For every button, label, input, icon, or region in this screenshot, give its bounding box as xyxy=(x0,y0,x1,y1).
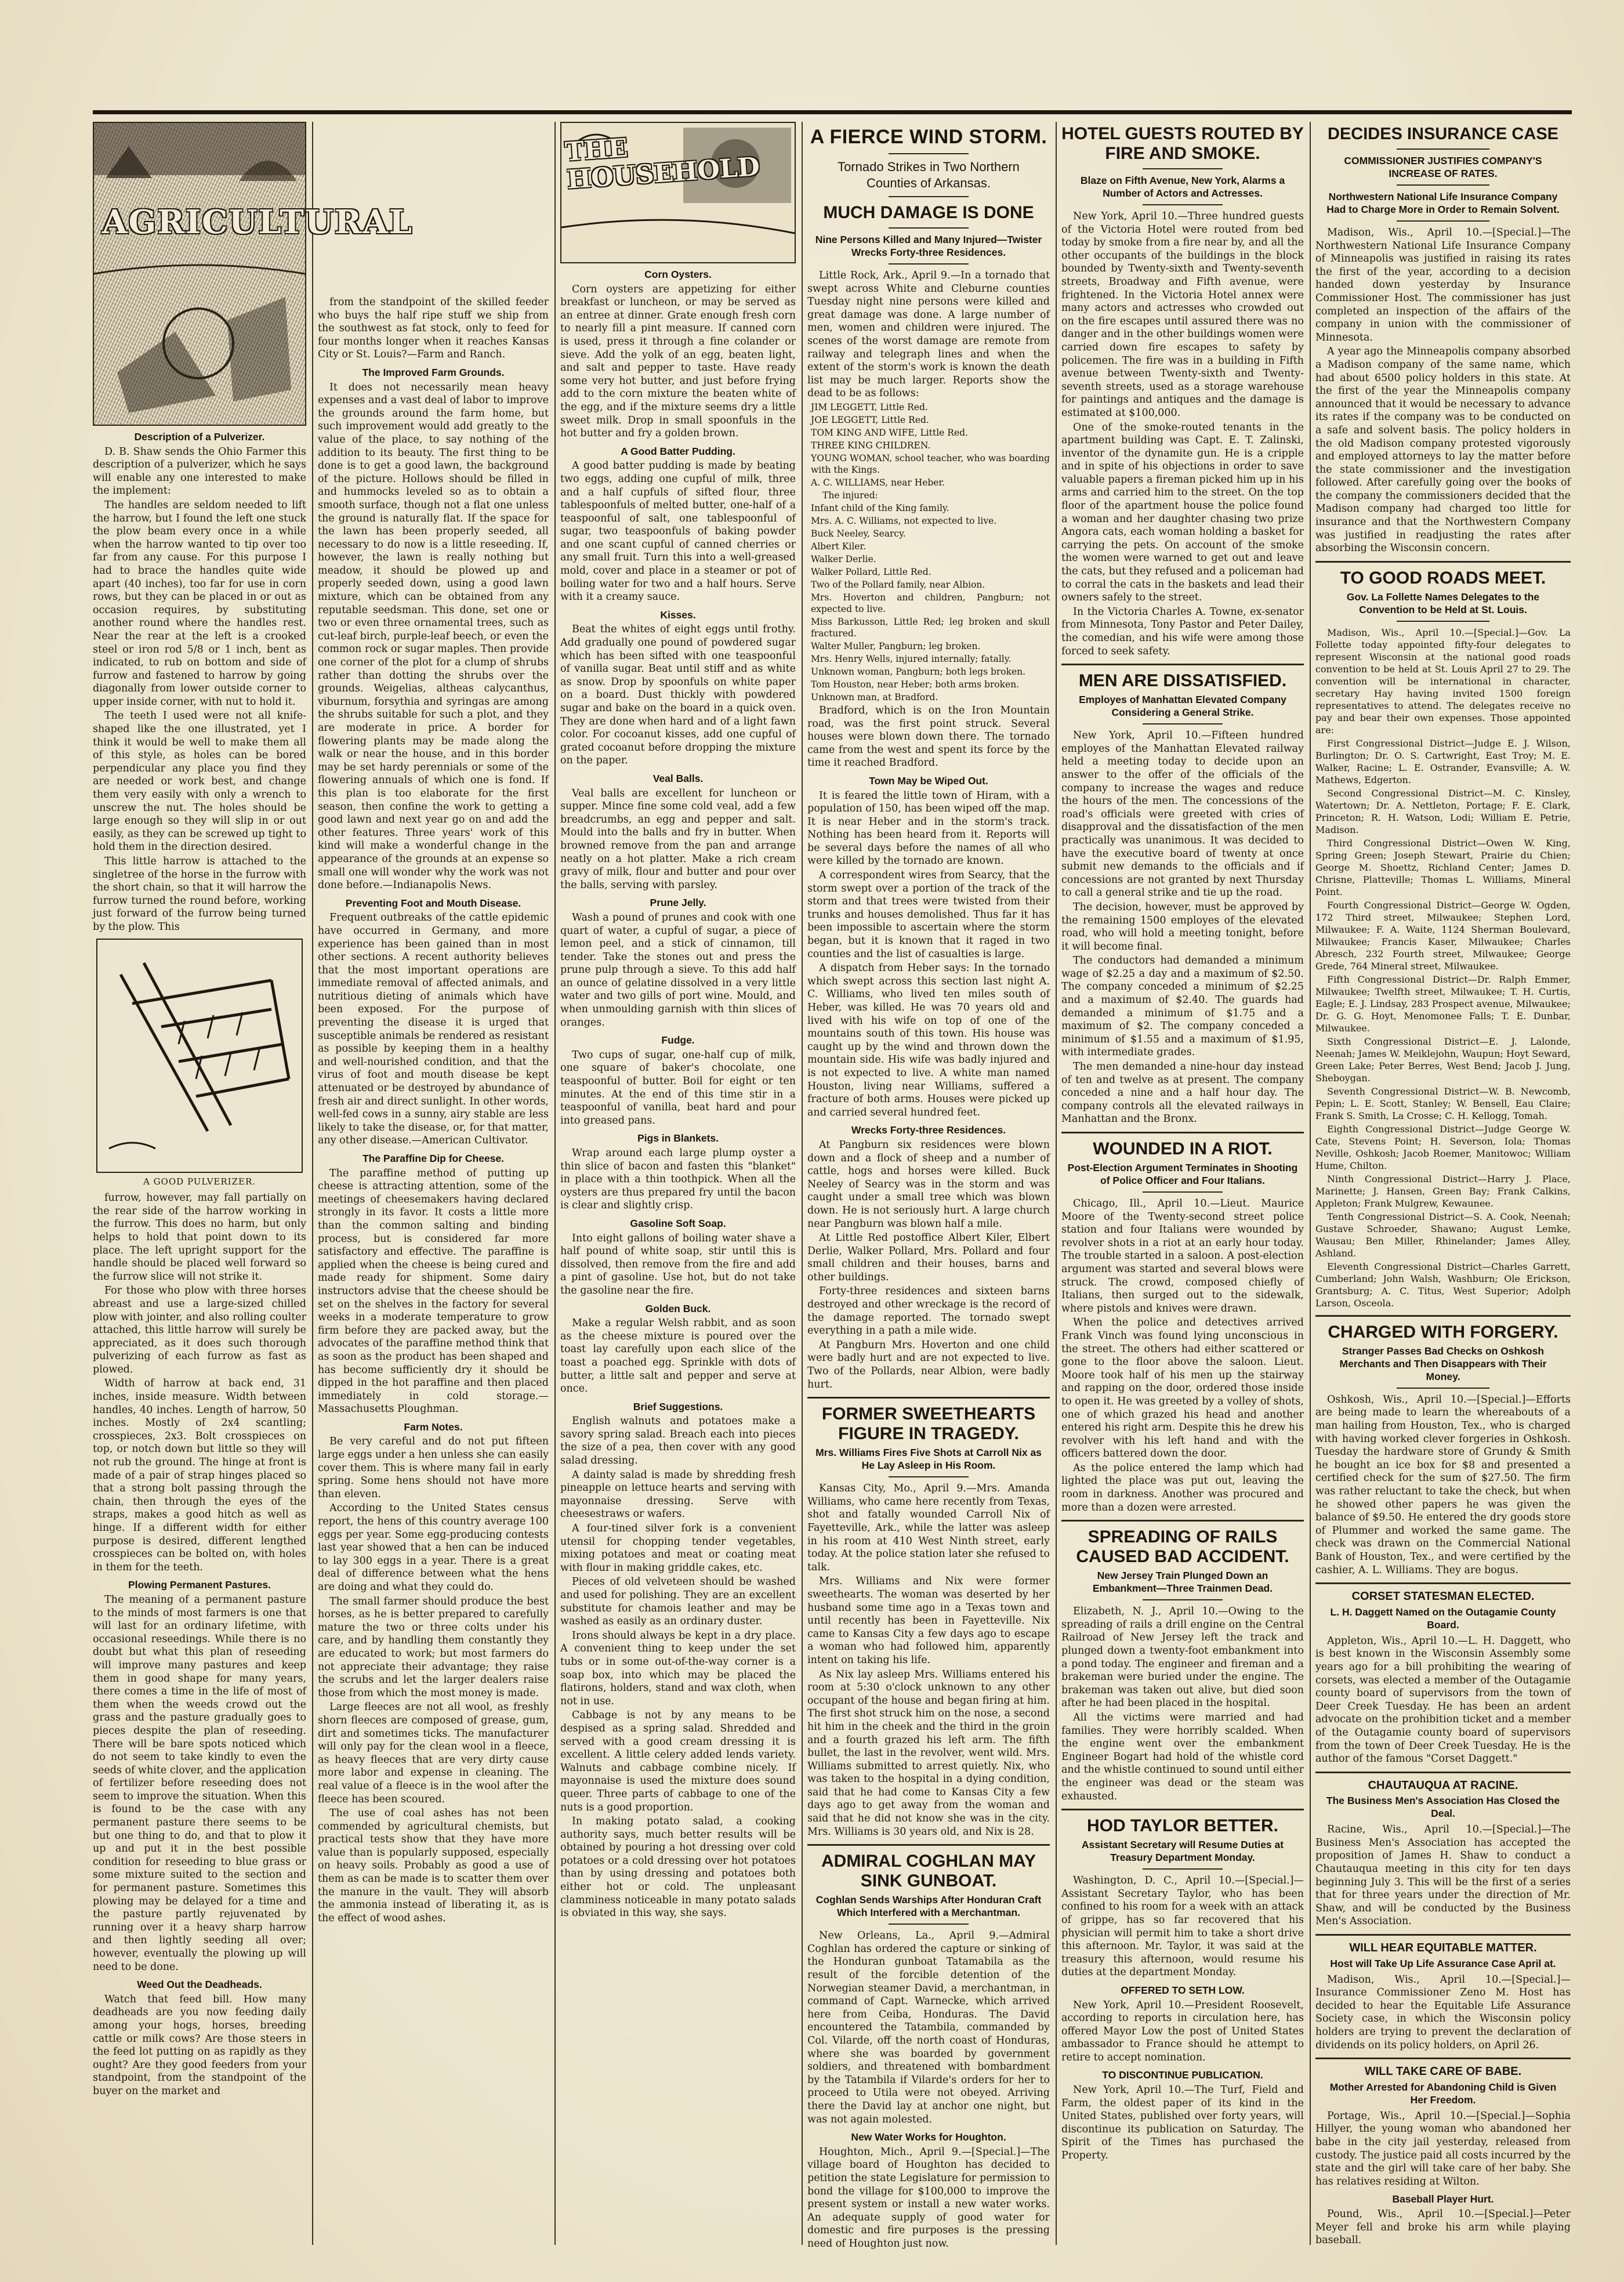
section-title: OFFERED TO SETH LOW. xyxy=(1121,1984,1245,1996)
paragraph: Pound, Wis., April 10.—[Special.]—Peter Meyer fell and broke his arm while playing baseball. xyxy=(1315,2208,1571,2247)
paragraph: Large fleeces are not all wool, as freshly shorn fleeces are composed of grease, gum, dirt and sometimes ticks. The manufacturer will only pay for the clean wool in a fleece, as heavy fleeces that are very dirty cause more labor and expense in cleaning. The real value of a fleece is in the wool after the fleece has been scoured. xyxy=(318,1701,549,1805)
list-item: YOUNG WOMAN, school teacher, who was boarding with the Kings. xyxy=(811,452,1050,475)
paragraph: A four-tined silver fork is a convenient utensil for chopping tender vegetables, mixing potatoes and meat or coating meat with flour in making griddle cakes, etc. xyxy=(560,1523,796,1574)
paragraph: A good batter pudding is made by beating two eggs, adding one cupful of milk, three and a half cupfuls of sifted flour, three tablespoonfuls of melted butter, one-half of a teaspoonful of salt, one tablespoonful of sugar, two teaspoonfuls of baking powder and one scant cupful of canned cherries or any small fruit. Turn this into a well-greased mold, cover and place in a steamer or pot of boiling water for two and a half hours. Serve with it a creamy sauce. xyxy=(560,460,796,603)
deck: The Business Men's Association Has Closed the Deal. xyxy=(1326,1795,1560,1820)
divider xyxy=(1143,204,1223,205)
deck: Northwestern National Life Insurance Company Had to Charge More in Order to Remain Solvent. xyxy=(1326,191,1560,215)
paragraph: Ninth Congressional District—Harry J. Place, Marinette; J. Hansen, Green Bay; Frank Calkins, Appleton; Frank Mulgrew, Kewaunee. xyxy=(1315,1173,1571,1209)
recipe-title: Pigs in Blankets. xyxy=(637,1132,719,1144)
recipe-title: Kisses. xyxy=(660,608,696,621)
paragraph: Madison, Wis., April 10.—[Special.]—Gov. La Follette today appointed fifty-four delegates to represent Wisconsin at the national good roads convention to be held at St. Louis April 27 to 29. The convention will be international in character, secretary Hay having invited 1500 foreign representatives to attend. The delegates receive no pay and bear their own expenses. Those appointed are: xyxy=(1315,626,1571,736)
section-title: Description of a Pulverizer. xyxy=(134,431,265,443)
pulverizer-illustration xyxy=(96,939,303,1173)
divider xyxy=(1315,561,1571,563)
section-title: Town May be Wiped Out. xyxy=(869,774,988,787)
column-household xyxy=(560,122,796,2251)
paragraph: Kansas City, Mo., April 9.—Mrs. Amanda Williams, who came here recently from Texas, shot and fatally wounded Carroll Nix of Fayetteville, Ark., while the latter was asleep in his room at 410 West Ninth street, early today. At the police station later she refused to talk. xyxy=(807,1483,1050,1573)
paragraph: Elizabeth, N. J., April 10.—Owing to the spreading of rails a drill engine on the Central Railroad of New Jersey left the track and plunged down a twenty-foot embankment into a pond today. The engineer and fireman and a brakeman were buried under the engine. The brakeman was taken out alive, but died soon after he had been placed in the hospital. xyxy=(1061,1606,1304,1709)
section-title: Plowing Permanent Pastures. xyxy=(128,1579,271,1591)
divider xyxy=(1061,664,1304,665)
paragraph: Houghton, Mich., April 9.—[Special.]—The village board of Houghton has decided to petition the state Legislature for permission to bond the village for $100,000 to improve the present system or install a new water works. An adequate supply of good water for domestic and fire purposes is the pressing need of Houghton just now. xyxy=(807,2146,1050,2250)
paragraph: from the standpoint of the skilled feeder who buys the half ripe stuff we ship from the southwest as fat stock, only to feed for four months longer when it reaches Kansas City or St. Louis?—Farm and Ranch. xyxy=(318,296,549,361)
paragraph: In the Victoria Charles A. Towne, ex-senator from Minnesota, Tony Pastor and Peter Dailey, the comedian, and his wife were among those forced to seek safety. xyxy=(1061,606,1304,657)
paragraph: Portage, Wis., April 10.—[Special.]—Sophia Hillyer, the young woman who abandoned her babe in the city jail yesterday, released from custody. The justice paid all costs incurred by the state and the girl will take care of her baby. She has relatives residing at Wilton. xyxy=(1315,2110,1571,2187)
paragraph: Pieces of old velveteen should be washed and used for polishing. They are an excellent substitute for chamois leather and may be washed as easily as an ordinary duster. xyxy=(560,1576,796,1628)
headline: CHAUTAUQUA AT RACINE. xyxy=(1368,1778,1518,1792)
paragraph: Washington, D. C., April 10.—[Special.]—Assistant Secretary Taylor, who has been confined to his room for a week with an attack of grippe, has so far recovered that his physician will permit him to take a short drive this afternoon. Mr. Taylor, it was said at the treasury this afternoon, would resume his duties at the department Monday. xyxy=(1061,1875,1304,1979)
divider xyxy=(889,153,969,154)
paragraph: Racine, Wis., April 10.—[Special.]—The Business Men's Association has accepted the proposition of James H. Shaw to conduct a Chautauqua meeting in this city for ten days beginning July 3. This will be the first of a series that for three years under the direction of Mr. Shaw, and will be conducted by the Business Men's Association. xyxy=(1315,1824,1571,1928)
list-item: JIM LEGGETT, Little Red. xyxy=(811,401,928,412)
headline: FORMER SWEETHEARTS FIGURE IN TRAGEDY. xyxy=(821,1404,1036,1444)
column-agricultural-continued xyxy=(318,122,549,2251)
paragraph: New York, April 10.—Three hundred guests of the Victoria Hotel were routed from bed today by smoke from a fire near by, and all the other occupants of the buildings in the block bounded by Twenty-sixth and Twenty-seventh streets, Broadway and Fifth avenue, were frightened. In the Victoria Hotel annex were many actors and actresses who crowded out on the fire escapes until assured there was no danger and in the other buildings women were carried down fire escapes to safety by policemen. The fire was in a building in Fifth avenue between Twenty-sixth and Twenty-seventh streets, used as a storage warehouse for paintings and antiques and the damage is estimated at $100,000. xyxy=(1061,211,1304,419)
recipe-title: Golden Buck. xyxy=(645,1302,711,1314)
list-label: The injured: xyxy=(822,490,878,501)
list-item: JOE LEGGETT, Little Red. xyxy=(811,414,929,425)
divider xyxy=(1315,1315,1571,1317)
agricultural-title: AGRICULTURAL xyxy=(102,203,414,241)
list-item: Unknown woman, Pangburn; both legs broken. xyxy=(811,666,1026,677)
headline: SPREADING OF RAILS CAUSED BAD ACCIDENT. xyxy=(1076,1527,1289,1567)
deck: Mother Arrested for Abandoning Child is Given Her Freedom. xyxy=(1329,2081,1557,2106)
list-item: Mrs. A. C. Williams, not expected to live. xyxy=(811,515,997,526)
headline: HOTEL GUESTS ROUTED BY FIRE AND SMOKE. xyxy=(1061,124,1304,163)
paragraph: Veal balls are excellent for luncheon or supper. Mince fine some cold veal, add a few breadcrumbs, an egg and pepper and salt. Mould into the balls and fry in butter. When browned remove from the pan and arrange neatly on a hot platter. Make a rich cream gravy of milk, flour and butter and pour over the balls, serving with parsley. xyxy=(560,787,796,891)
list-item: Miss Barkusson, Little Red; leg broken and skull fractured. xyxy=(811,616,1050,639)
divider xyxy=(1143,723,1223,725)
agricultural-masthead-illustration xyxy=(93,122,414,426)
divider xyxy=(1397,1388,1489,1389)
paragraph: The teeth I used were not all knife-shaped like the one illustrated, yet I think it would be well to make them all of this style, as holes can be bored perpendicular any place you find they are needed or work best, and change them very easily with only a wrench to unscrew the nut. The holes should be large enough so they will slip in or out easily, as they can be screwed up tight to hold them in the direction desired. xyxy=(93,710,306,853)
paragraph: At Pangburn Mrs. Hoverton and one child were badly hurt and are not expected to live. Two of the Pollards, near Albion, were badly hurt. xyxy=(807,1339,1050,1390)
divider xyxy=(889,227,969,229)
paragraph: This little harrow is attached to the singletree of the horse in the furrow with the short chain, so that it will harrow the furrow turned the round before, working just forward of the furrow being turned by the plow. This xyxy=(93,856,306,933)
deck: COMMISSIONER JUSTIFIES COMPANY'S INCREASE OF RATES. xyxy=(1344,155,1542,179)
paragraph: Watch that feed bill. How many deadheads are you now feeding daily among your hogs, horses, breeding cattle or milk cows? Are those steers in the feed lot putting on as rapidly as they ought? Are they good feeders from your standpoint, from the standpoint of the buyer on the market and xyxy=(93,1993,306,2097)
paragraph: At Little Red postoffice Albert Kiler, Elbert Derlie, Walker Pollard, Mrs. Pollard and four small children and their houses, barns and other buildings. xyxy=(807,1232,1050,1283)
paragraph: Two cups of sugar, one-half cup of milk, one square of baker's chocolate, one teaspoonful of butter. Boil for eight or ten minutes. At the end of this time stir in a teaspoonful of vanilla, beat hard and pour into greased pans. xyxy=(560,1049,796,1126)
paragraph: Little Rock, Ark., April 9.—In a tornado that swept across White and Cleburne counties Tuesday night nine persons were killed and great damage was done. A large number of men, women and children were injured. The scenes of the worst damage are remote from railway and telegraph lines and when the extent of the storm's work is known the death list may be much larger. Reports show the dead to be as follows: xyxy=(807,270,1050,400)
deck: Mrs. Williams Fires Five Shots at Carroll Nix as He Lay Asleep in His Room. xyxy=(815,1447,1042,1472)
paragraph: Eighth Congressional District—Judge George W. Cate, Stevens Point; H. Severson, Iola; Thomas Neville, Oshkosh; Jacob Roemer, Manitowoc; William Hume, Chilton. xyxy=(1315,1123,1571,1171)
household-masthead-illustration xyxy=(560,122,796,263)
paragraph: The paraffine method of putting up cheese is attracting attention, some of the meetings of cheesemakers having declared strongly in its favor. It costs a little more than the common salting and binding process, but is considered far more satisfactory and effective. The paraffine is applied when the cheese is being cured and made ready for shipment. Some dairy instructors advise that the cheese should be set on the shelves in the factory for several weeks in a moderate temperature to grow firm before they are packed away, but the advocates of the paraffine method think that as soon as the product has been shaped and has become sufficiently dry it should be dipped in the hot paraffine and then placed immediately in cold storage.—Massachusetts Ploughman. xyxy=(318,1167,549,1415)
paragraph: Bradford, which is on the Iron Mountain road, was the first point struck. Several houses were blown down there. The tornado came from the west and spent its force by the time it reached Bradford. xyxy=(807,704,1050,769)
paragraph: Oshkosh, Wis., April 10.—[Special.]—Efforts are being made to learn the whereabouts of a man hailing from Houston, Tex., who is charged with having worked clever forgeries in Oshkosh. Tuesday the hardware store of Grundy & Smith he bought an ice box for $8 and presented a certified check for the sum of $27.50. The firm was rather reluctant to take the check, but when he showed other papers he was given the balance of $9.50. He entered the dry goods store of Plummer and worked the same game. The check was drawn on the Commercial National Bank of Houston, Tex., and were certified by the cashier, A. L. Williams. They are bogus. xyxy=(1315,1393,1571,1576)
paragraph: Into eight gallons of boiling water shave a half pound of white soap, stir until this is dissolved, then remove from the fire and add a pint of gasoline. Use hot, but do not take the gasoline near the fire. xyxy=(560,1232,796,1296)
paragraph: New York, April 10.—President Roosevelt, according to reports in circulation here, has offered Mayor Low the post of United States ambassador to France should he attempt to retire to accept nomination. xyxy=(1061,1999,1304,2063)
paragraph: furrow, however, may fall partially on the rear side of the harrow working in the furrow. This does no harm, but only helps to hold that point down to its place. The left upright support for the handle should be placed well forward so the furrow slice will not strike it. xyxy=(93,1192,306,1283)
deck: Coghlan Sends Warships After Honduran Craft Which Interfered with a Merchantman. xyxy=(815,1894,1042,1919)
pulverizer-icon xyxy=(97,940,302,1169)
list-item: THREE KING CHILDREN. xyxy=(811,440,931,451)
recipe-title: Fudge. xyxy=(661,1034,695,1046)
divider xyxy=(1143,1599,1223,1600)
paragraph: New York, April 10.—Fifteen hundred employes of the Manhattan Elevated railway held a meeting today to decide upon an answer to the offer of the officials of the company to increase the wages and reduce the hours of the men. The concessions of the road's officials were greeted with cries of disapproval and the dissatisfaction of the men practically was unanimous. It was decided to have the executive board of twenty at once submit new demands to the officials and if concessions are not granted by next Thursday to call a general strike and tie up the road. xyxy=(1061,730,1304,899)
deck: Host will Take Up Life Assurance Case April at. xyxy=(1330,1957,1556,1969)
paragraph: At Pangburn six residences were blown down and a flock of sheep and a number of cattle, hogs and horses were killed. Buck Neeley of Searcy was in the storm and was caught under a small tree which was blown down. He is not seriously hurt. A large church near Pangburn was blown half a mile. xyxy=(807,1139,1050,1230)
paragraph: Frequent outbreaks of the cattle epidemic have occurred in Germany, and more experience has been gained than in most other sections. A recent authority believes that the most important operations are immediate removal of affected animals, and nutritious dieting of animals which have been exposed. For the purpose of preventing the disease it is urged that susceptible animals be rendered as resistant as possible by keeping them in a healthy and well-nourished condition, and that the virus of foot and mouth disease be kept attenuated or be destroyed by abundance of fresh air and direct sunlight. In other words, well-fed cows in a sunny, airy stable are less likely to take the disease, or, for that matter, any other disease.—American Cultivator. xyxy=(318,912,549,1147)
paragraph: Third Congressional District—Owen W. King, Spring Green; Joseph Stewart, Prairie du Chien; George M. Shoettz, Richland Center; James D. Chrisne, Platteville; Thomas L. Williams, Mineral Point. xyxy=(1315,837,1571,897)
paragraph: Wrap around each large plump oyster a thin slice of bacon and fasten this "blanket" in place with a thin toothpick. When all the oysters are thus prepared fry until the bacon is clear and slightly crisp. xyxy=(560,1147,796,1212)
paragraph: Corn oysters are appetizing for either breakfast or luncheon, or may be served as an entree at dinner. Grate enough fresh corn to nearly fill a pint measure. If canned corn is used, press it through a fine colander or sieve. Add the yolk of an egg, beaten light, and salt and pepper to taste. Have ready some very hot butter, and just before frying add to the corn mixture the beaten white of the egg, and if the mixture seems dry a little sweet milk. Drop in small spoonfuls in the hot butter and fry a golden brown. xyxy=(560,283,796,440)
list-item: Mrs. Hoverton and children, Pangburn; not expected to live. xyxy=(811,592,1050,614)
paragraph: The use of coal ashes has not been commended by agricultural chemists, but practical tests show that they have more value than is popularly supposed, especially on heavy soils. Probably as good a use of them as can be made is to scatter them over the manure in the vault. They will absorb the ammonia instead of liberating it, as is the effect of wood ashes. xyxy=(318,1808,549,1924)
paragraph: The small farmer should produce the best horses, as he is better prepared to carefully mature the two or three colts under his care, and by handling them constantly they are educated to work; but most farmers do not appreciate their advantage; they raise the scrubs and let the larger dealers raise those from which the most money is made. xyxy=(318,1595,549,1699)
recipe-title: Corn Oysters. xyxy=(644,269,712,280)
deck: Post-Election Argument Terminates in Shooting of Police Officer and Four Italians. xyxy=(1067,1162,1298,1186)
headline: CHARGED WITH FORGERY. xyxy=(1328,1322,1558,1342)
headline: WILL HEAR EQUITABLE MATTER. xyxy=(1349,1941,1537,1955)
divider xyxy=(1061,1520,1304,1522)
list-item: Buck Neeley, Searcy. xyxy=(811,528,906,539)
paragraph: The decision, however, must be approved by the remaining 1500 employes of the elevated road, who will hold a meeting tonight, before it will become final. xyxy=(1061,901,1304,952)
list-item: Two of the Pollard family, near Albion. xyxy=(811,579,985,590)
column-news-3 xyxy=(1315,122,1571,2251)
divider xyxy=(807,1844,1050,1846)
headline: HOD TAYLOR BETTER. xyxy=(1086,1816,1278,1836)
paragraph: A dainty salad is made by shredding fresh pineapple on lettuce hearts and serving with mayonnaise dressing. Serve with cheesestraws or wafers. xyxy=(560,1469,796,1520)
list-item: Albert Kiler. xyxy=(811,541,867,552)
paragraph: A year ago the Minneapolis company absorbed a Madison company of the same name, which had about 6500 policy holders in this state. At the first of the year the Minneapolis company announced that it would be necessary to advance its rates if the company was to be conducted on a safe and solvent basis. The policy holders in the old Madison company protested vigorously and employed attorneys to lay the matter before the state commissioner and the investigation followed. After carefully going over the books of the company the commissioners decided that the Madison company had charged too little for insurance and that the Northwestern Company was justified in readjusting the rates after absorbing the Wisconsin concern. xyxy=(1315,346,1571,555)
paragraph: As Nix lay asleep Mrs. Williams entered his room at 5:30 o'clock unknown to any other occupant of the house and began firing at him. The first shot struck him on the nose, a second hit him in the cheek and the third in the groin and a fourth grazed his left arm. The fifth bullet, the last in the revolver, went wild. Mrs. Williams submitted to arrest quietly. Nix, who was taken to the hospital in a dying condition, said that he had come to Kansas City a few days ago to get away from the woman and said that he did not know she was in the city. Mrs. Williams is 30 years old, and Nix is 28. xyxy=(807,1668,1050,1838)
farm-scene-icon xyxy=(94,123,305,422)
paragraph: According to the United States census report, the hens of this country average 100 eggs per year. Some egg-producing contests last year showed that a hen can be induced to lay 300 eggs in a year. There is a great deal of difference between what the hens are doing and what they could do. xyxy=(318,1502,549,1593)
deck: Blaze on Fifth Avenue, New York, Alarms a Number of Actors and Actresses. xyxy=(1080,175,1285,199)
paragraph: All the victims were married and had families. They were horribly scalded. When the engine went over the embankment Engineer Bogart had hold of the whistle cord and the whistle continued to sound until either the engineer was dead or the steam was exhausted. xyxy=(1061,1712,1304,1802)
masthead-overhang-space xyxy=(318,122,549,296)
divider xyxy=(1143,1868,1223,1870)
list-item: A. C. WILLIAMS, near Heber. xyxy=(811,477,945,488)
subheadline: MUCH DAMAGE IS DONE xyxy=(823,203,1034,222)
column-agricultural xyxy=(93,122,414,2251)
divider xyxy=(889,1924,969,1925)
headline: DECIDES INSURANCE CASE xyxy=(1328,125,1558,143)
divider xyxy=(1397,621,1489,622)
column-rule xyxy=(554,122,556,2245)
paragraph: As the police entered the lamp which had lighted the place was put out, leaving the room in darkness. Another was procured and more than a dozen were arrested. xyxy=(1061,1462,1304,1513)
paragraph: A dispatch from Heber says: In the tornado which swept across this section last night A. C. Williams, who lived ten miles south of Heber, was killed. He was 70 years old and lived with his wife on top of one of the mountains south of this town. His house was caught up by the wind and thrown down the mountain side. His wife was badly injured and is not expected to live. A white man named Houston, living near Williams, suffered a fracture of both arms. Houses were picked up and carried several hundred feet. xyxy=(807,962,1050,1118)
paragraph: Chicago, Ill., April 10.—Lieut. Maurice Moore of the Twenty-second street police station and four Italians were wounded by revolver shots in a riot at an early hour today. The trouble started in a saloon. A post-election argument was started and several blows were struck. The crowd, composed chiefly of Italians, then surged out to the sidewalk, where pistols and knives were drawn. xyxy=(1061,1198,1304,1314)
deck: Nine Persons Killed and Many Injured—Twister Wrecks Forty-three Residences. xyxy=(815,234,1042,258)
paragraph: Madison, Wis., April 10.—[Special.]—Insurance Commissioner Zeno M. Host has decided to hear the Equitable Life Assurance Society case, in which the Wisconsin policy holders are trying to prevent the declaration of dividends on its policy holders, on April 26. xyxy=(1315,1973,1571,2051)
paragraph: Fifth Congressional District—Dr. Ralph Emmer, Milwaukee; Twelfth street, Milwaukee; T. H. Curtis, Eagle; E. J. Lindsay, 283 Prospect avenue, Milwaukee; Dr. G. G. Hoyt, Menomonee Falls; T. E. Dunbar, Milwaukee. xyxy=(1315,973,1571,1034)
paragraph: English walnuts and potatoes make a savory spring salad. Breach each into pieces the size of a pea, then cover with any good salad dressing. xyxy=(560,1415,796,1467)
recipe-title: Prune Jelly. xyxy=(650,897,706,909)
list-item: Tom Houston, near Heber; both arms broken. xyxy=(811,679,1020,690)
headline: MEN ARE DISSATISFIED. xyxy=(1078,671,1287,691)
section-title: Baseball Player Hurt. xyxy=(1392,2193,1494,2205)
paragraph: Width of harrow at back end, 31 inches, inside measure. Width between handles, 40 inches. Length of harrow, 50 inches. Mostly of 2x4 scantling; crosspieces, 2x3. Bolt crosspieces on top, or notch down but little so they will not rub the ground. The hinge at front is made of a pair of strap hinges placed so that a strong bolt passing through the chain, then through the eyes of the straps, makes a good hitch as well as hinge. If a different width for either purpose is desired, different lengthed crosspieces can be bolted on, with holes in them for the teeth. xyxy=(93,1378,306,1573)
divider xyxy=(1397,184,1489,186)
list-item: Walter Muller, Pangburn; leg broken. xyxy=(811,640,981,651)
list-item: TOM KING AND WIFE, Little Red. xyxy=(811,427,968,438)
list-item: Infant child of the King family. xyxy=(811,502,949,513)
paragraph: First Congressional District—Judge E. J. Wilson, Burlington; Dr. O. S. Cartwright, East Troy; M. E. Walker, Racine; L. E. Ostrander, Evansville; A. W. Mathews, Edgerton. xyxy=(1315,737,1571,785)
headline: CORSET STATESMAN ELECTED. xyxy=(1351,1590,1535,1603)
paragraph: The men demanded a nine-hour day instead of ten and twelve as at present. The company conceded a nine and a half hour day. The company controls all the elevated railways in Manhattan and the Bronx. xyxy=(1061,1061,1304,1125)
paragraph: Madison, Wis., April 10.—[Special.]—The Northwestern National Life Insurance Company of Minneapolis was justified in raising its rates the first of the year, according to a decision handed down yesterday by Insurance Commissioner Host. The commissioner has just completed an inspection of the affairs of the company in union with the commissioner of Minnesota. xyxy=(1315,227,1571,343)
paragraph: Forty-three residences and sixteen barns destroyed and other wreckage is the record of the damage reported. The tornado swept everything in a path a mile wide. xyxy=(807,1285,1050,1337)
deck: Assistant Secretary will Resume Duties at Treasury Department Monday. xyxy=(1081,1839,1284,1864)
divider xyxy=(889,196,969,197)
paragraph: Mrs. Williams and Nix were former sweethearts. The woman was deserted by her husband some time ago in a Texas town and until recently has been in Fayetteville. Nix came to Kansas City a few days ago to escape a woman who had followed him, apparently intent on taking his life. xyxy=(807,1575,1050,1666)
deck: L. H. Daggett Named on the Outagamie County Board. xyxy=(1330,1606,1556,1631)
headline: ADMIRAL COGHLAN MAY SINK GUNBOAT. xyxy=(821,1852,1036,1891)
divider xyxy=(1315,2058,1571,2059)
paragraph: New York, April 10.—The Turf, Field and Farm, the oldest paper of its kind in the United States, published over forty years, will discontinue its publication on Saturday. The Spirit of the Times has purchased the Property. xyxy=(1061,2084,1304,2162)
list-item: Walker Pollard, Little Red. xyxy=(811,566,931,577)
deck: Gov. La Follette Names Delegates to the Convention to be Held at St. Louis. xyxy=(1346,591,1540,615)
deck: Tornado Strikes in Two Northern Counties of Arkansas. xyxy=(838,160,1020,190)
list-item: Unknown man, at Bradford. xyxy=(811,691,938,702)
paragraph: In making potato salad, a cooking authority says, much better results will be obtained by pouring a hot dressing over cold potatoes or a cold dressing over hot potatoes than by using dressing and potatoes both either hot or cold. The unpleasant clamminess noticeable in many potato salads is obviated in this way, she says. xyxy=(560,1816,796,1919)
top-border-rule xyxy=(93,110,1572,114)
column-rule xyxy=(312,122,313,2245)
deck: Employes of Manhattan Elevated Company Considering a General Strike. xyxy=(1079,694,1286,719)
paragraph: The conductors had demanded a minimum wage of $2.25 a day and a maximum of $2.50. The company conceded a minimum of $2.25 and a maximum of $2.40. The guards had demanded a minimum of $1.75 and a maximum of $2. The company conceded a minimum of $1.55 and a maximum of $1.95, with intermediate grades. xyxy=(1061,955,1304,1059)
paragraph: D. B. Shaw sends the Ohio Farmer this description of a pulverizer, which he says will enable any one interested to make the implement: xyxy=(93,445,306,497)
paragraph: It is feared the little town of Hiram, with a population of 150, has been wiped off the map. It is near Heber and in the storm's track. Nothing has been heard from it. Reports will be several days before the names of all who were killed by the tornado are known. xyxy=(807,789,1050,867)
recipe-title: Brief Suggestions. xyxy=(633,1400,723,1412)
divider xyxy=(889,1476,969,1477)
deck: New Jersey Train Plunged Down an Embankment—Three Trainmen Dead. xyxy=(1092,1570,1273,1595)
paragraph: Wash a pound of prunes and cook with one quart of water, a cupful of sugar, a piece of lemon peel, and a stick of cinnamon, till tender. Take the stones out and press the prune pulp through a sieve. To this add half an ounce of gelatine dissolved in a very little water and two gills of port wine. Mould, and when unmoulding garnish with thin slices of oranges. xyxy=(560,911,796,1028)
paragraph: Irons should always be kept in a dry place. A convenient thing to keep under the set tubs or in some out-of-the-way corner is a soap box, into which may be placed the flatirons, holders, stand and wax cloth, when not in use. xyxy=(560,1629,796,1707)
paragraph: A correspondent wires from Searcy, that the storm swept over a portion of the track of the storm and that trees were twisted from their trunks and houses demolished. Thus far it has been impossible to ascertain where the storm began, but it is known that it raged in two counties and the list of casualties is large. xyxy=(807,870,1050,960)
section-title: Weed Out the Deadheads. xyxy=(137,1979,262,1991)
section-title: TO DISCONTINUE PUBLICATION. xyxy=(1102,2069,1263,2081)
divider xyxy=(1315,1934,1571,1936)
column-rule xyxy=(1056,122,1057,2245)
recipe-title: Veal Balls. xyxy=(652,772,704,784)
list-item: Walker Derlie. xyxy=(811,553,876,564)
divider xyxy=(889,263,969,265)
household-title: THE HOUSEHOLD xyxy=(564,133,761,195)
paragraph: It does not necessarily mean heavy expenses and a vast deal of labor to improve the grounds around the farm home, but such improvement would add greatly to the value of the place, to say nothing of the addition to its beauty. The first thing to be done is to get a good lawn, the background of the picture. Hollows should be filled in and hummocks leveled so as to obtain a smooth surface, though not a flat one unless the ground is naturally flat. If the space for the lawn has been properly seeded, all necessary to do now is a little reseeding. If, however, the lawn is really nothing but meadow, it should be plowed up and properly seeded down, using a good lawn mixture, which can be obtained from any reputable seedsman. This done, set one or two or even three ornamental trees, such as cut-leaf birch, purple-leaf beech, or even the common rock or sugar maples. Then provide one corner of the plot for a clump of shrubs rather than dotting the shrubs over the grounds. Weigelias, altheas calycanthus, viburnum, forsythia and syringas are among the shrubs suitable for such a plot, and they are moderate in price. A border for flowering plants may be made along the walk or near the house, and in this border may be set hardy perennials or some of the flowering annuals of which one is fond. If this plan is too elaborate for the first season, then confine the work to getting a good lawn and next year go on and add the other features. Three years' work of this kind will make a wonderful change in the appearance of the grounds at an expense so small one will wonder why the work was not done before.—Indianapolis News. xyxy=(318,381,549,892)
recipe-title: Gasoline Soft Soap. xyxy=(630,1217,726,1229)
divider xyxy=(1061,1809,1304,1810)
divider xyxy=(1397,220,1489,222)
paragraph: Fourth Congressional District—George W. Ogden, 172 Third street, Milwaukee; Stephen Lord, Milwaukee; F. A. Waite, 1124 Sherman Boulevard, Milwaukee; Francis Kaser, Milwaukee; Charles Abresch, 232 Fourth street, Milwaukee; George Grede, 764 Mineral street, Milwaukee. xyxy=(1315,899,1571,972)
section-title: The Paraffine Dip for Cheese. xyxy=(362,1153,505,1164)
recipe-title: A Good Batter Pudding. xyxy=(621,445,735,457)
section-title: New Water Works for Houghton. xyxy=(851,2131,1006,2143)
paragraph: When the police and detectives arrived Frank Vinch was found lying unconscious in the street. The others had either scattered or gone to the floor above the saloon. Lieut. Moore took half of his men up the stairway and rapping on the door, ordered those inside to open it. He was greeted by a volley of shots, one of which grazed his head and another entered his right arm. Despite this he drew his revolver with his left hand and with the officers battered down the door. xyxy=(1061,1317,1304,1460)
column-rule xyxy=(1310,122,1311,2245)
paragraph: The meaning of a permanent pasture to the minds of most farmers is one that will last for an ordinary lifetime, with occasional reseedings. While there is no doubt but what this plan of reseeding will improve many pastures and keep them in good shape for many years, there comes a time in the life of most of them when the weeds crowd out the grass and the pasture gradually goes to pieces despite the plan of reseeding. There will be bare spots noticed which do not seem to take kindly to even the seeds of white clover, and the application of fertilizer before reseeding does not seem to improve the situation. When this is found to be the case with any permanent pasture there seems to be but one thing to do, and that to plow it up and put it in the best possible condition for reseeding to blue grass or some mixture suited to the section and for permanent pasture. Sometimes this plowing may be delayed for a time and the pasture partly rejuvenated by running over it a heavy sharp harrow and then lightly seeding all over; however, eventually the plowing up will need to be done. xyxy=(93,1593,306,1973)
headline: WOUNDED IN A RIOT. xyxy=(1093,1139,1273,1158)
list-item: Mrs. Henry Wells, injured internally; fatally. xyxy=(811,653,1012,664)
headline: A FIERCE WIND STORM. xyxy=(810,126,1047,148)
paragraph: Be very careful and do not put fifteen large eggs under a hen unless she can easily cover them. This is where many fail in early spring. Some hens should not have more than eleven. xyxy=(318,1436,549,1500)
paragraph: Eleventh Congressional District—Charles Garrett, Cumberland; John Walsh, Washburn; Ole Erickson, Grantsburg; A. C. Titus, West Superior; Adolph Larson, Osceola. xyxy=(1315,1260,1571,1309)
column-news-1 xyxy=(807,122,1050,2251)
section-title: Wrecks Forty-three Residences. xyxy=(851,1124,1006,1136)
divider xyxy=(807,1397,1050,1399)
column-news-2 xyxy=(1061,122,1304,2251)
divider xyxy=(1143,1191,1223,1193)
paragraph: Tenth Congressional District—S. A. Cook, Neenah; Gustave Schroeder, Shawano; August Lemke, Wausau; Ben Miller, Rhinelander; James Alley, Ashland. xyxy=(1315,1211,1571,1259)
paragraph: Second Congressional District—M. C. Kinsley, Watertown; Dr. A. Nettleton, Portage; F. E. Clark, Princeton; R. H. Watson, Lodi; William E. Petrie, Madison. xyxy=(1315,787,1571,835)
paragraph: Make a regular Welsh rabbit, and as soon as the cheese mixture is poured over the toast lay carefully upon each slice of the toast a poached egg. Sprinkle with dots of butter, a little salt and pepper and serve at once. xyxy=(560,1317,796,1395)
column-rule xyxy=(802,122,803,2245)
divider xyxy=(1315,1772,1571,1773)
headline: TO GOOD ROADS MEET. xyxy=(1340,568,1546,588)
figure-caption: A GOOD PULVERIZER. xyxy=(143,1176,256,1187)
divider xyxy=(1397,148,1489,150)
section-title: Preventing Foot and Mouth Disease. xyxy=(345,897,521,909)
divider xyxy=(1315,1582,1571,1584)
paragraph: Sixth Congressional District—E. J. Lalonde, Neenah; James W. Meiklejohn, Waupun; Hoyt Seward, Green Lake; Peter Berres, West Bend; Jacob J. Jung, Sheboygan. xyxy=(1315,1035,1571,1084)
paragraph: For those who plow with three horses abreast and use a large-sized chilled plow with jointer, and also rolling coulter attached, this little harrow will surely be appreciated, as it does such thorough pulverizing of each furrow as fast as plowed. xyxy=(93,1285,306,1375)
headline: WILL TAKE CARE OF BABE. xyxy=(1364,2065,1522,2078)
paragraph: Seventh Congressional District—W. B. Newcomb, Pepin; L. E. Scott, Stanley; W. Bensell, Eau Claire; Frank S. Smith, La Crosse; C. H. Kellogg, Tomah. xyxy=(1315,1085,1571,1121)
divider xyxy=(1061,1132,1304,1133)
paragraph: Cabbage is not by any means to be despised as a spring salad. Shredded and served with a good cream dressing it is excellent. A little celery added lends variety. Walnuts and cabbage combine nicely. If mayonnaise is used the mixture does sound queer. Three parts of cabbage to one of the nuts is a good proportion. xyxy=(560,1709,796,1813)
paragraph: Beat the whites of eight eggs until frothy. Add gradually one pound of powdered sugar which has been sifted with one teaspoonful of vanilla sugar. Beat until stiff and as white as snow. Drop by spoonfuls on white paper on a board. Dust thickly with powdered sugar and bake on the board in a quick oven. They are done when hard and of a light fawn color. For cocoanut kisses, add one cupful of grated cocoanut before dropping the mixture on the paper. xyxy=(560,624,796,767)
deck: Stranger Passes Bad Checks on Oshkosh Merchants and Then Disappears with Their Money. xyxy=(1339,1345,1547,1382)
paragraph: Appleton, Wis., April 10.—L. H. Daggett, who is best known in the Wisconsin Assembly some years ago for a bill prohibiting the wearing of corsets, was elected a member of the Outagamie county board of supervisors from the town of Deer Creek Tuesday. He has been an ardent advocate on the prohibition ticket and a member of the Outagamie county board of supervisors from the town of Deer Creek Tuesday. He is the author of the famous "Corset Daggett." xyxy=(1315,1635,1571,1765)
paragraph: New Orleans, La., April 9.—Admiral Coghlan has ordered the capture or sinking of the Honduran gunboat Tatamabila as the result of the forcible detention of the Norwegian steamer David, a merchantman, in command of Capt. Warnecke, which arrived here from Ceiba, Honduras. The David encountered the Tatambila, commanded by Col. Vilarde, off the north coast of Honduras, where she was boarded by government soldiers, and threatened with bombardment by the Tatambila if Vilarde's orders for her to proceed to Utila were not obeyed. Arriving there the David lay at anchor one night, but was not again molested. xyxy=(807,1930,1050,2125)
section-title: The Improved Farm Grounds. xyxy=(362,366,505,378)
paragraph: The handles are seldom needed to lift the harrow, but I found the left one stuck the plow beam every once in a while when the harrow wanted to tip over too far from any cause. For this purpose I had to brace the handles quite wide apart (40 inches), too far for use in corn rows, but they can be placed in or out as occasion requires, by substituting another round where the handles rest. Near the rear at the left is a crooked steel or iron rod 5/8 or 1 inch, bent as indicated, to rub on bottom and side of furrow and fastened to harrow by going diagonally from lower outside corner to upper inside corner, with nut to hold it. xyxy=(93,499,306,708)
divider xyxy=(1143,168,1223,169)
paragraph: One of the smoke-routed tenants in the apartment building was Capt. E. T. Zalinski, inventor of the dynamite gun. He is a cripple and in spite of his objections in order to save valuable papers a fireman picked him up in his arms and carried him to the street. On the top floor of the apartment house the police found a woman and her daughter chasing two prize Angora cats, each woman holding a basket for carrying the pets. On account of the smoke the women were warned to get out and leave the cats, but they refused and a policeman had to corral the cats in the baskets and lead their owners safely to the street. xyxy=(1061,421,1304,604)
section-title: Farm Notes. xyxy=(404,1421,463,1433)
